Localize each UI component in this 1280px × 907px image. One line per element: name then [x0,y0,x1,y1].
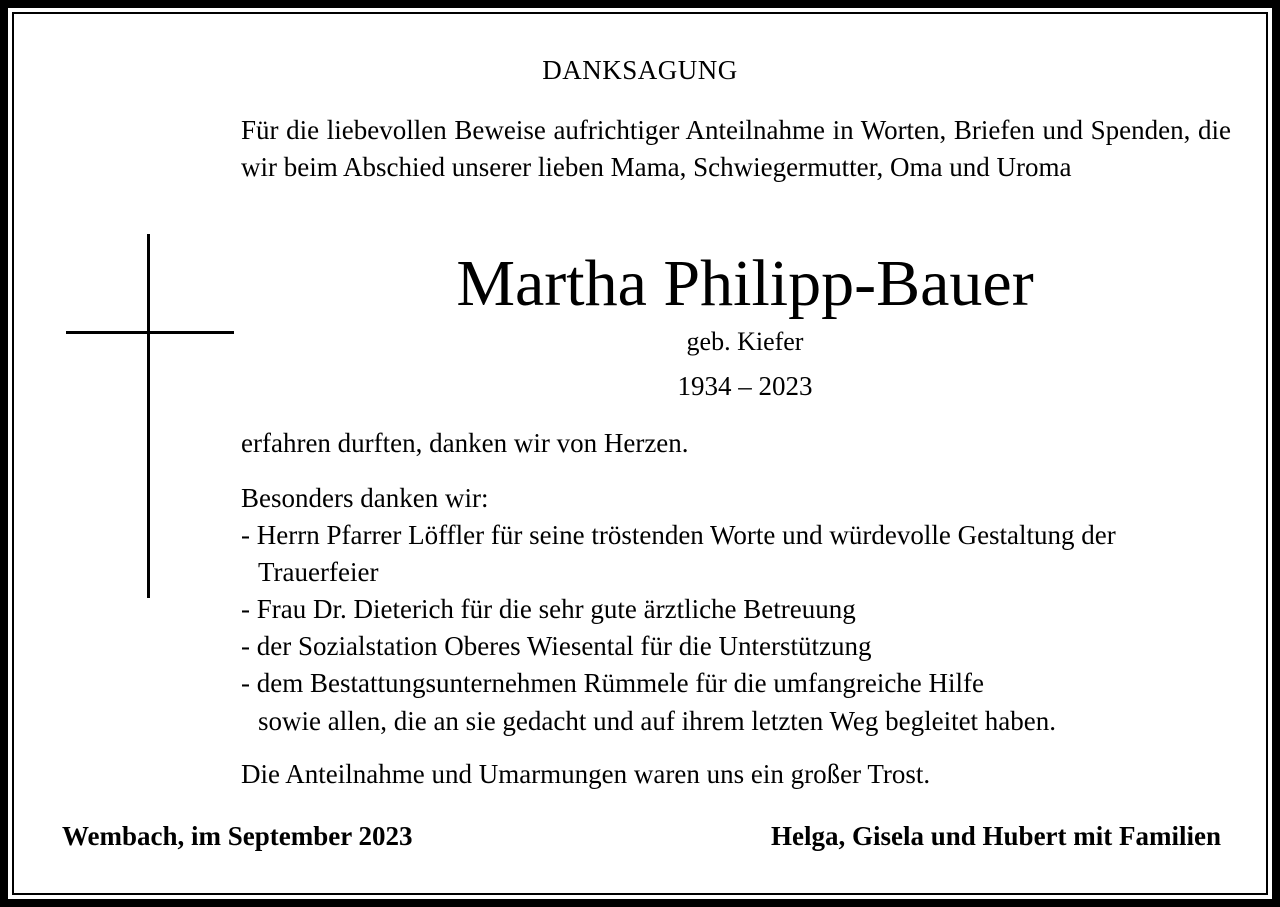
thanks-sentence: erfahren durften, danken wir von Herzen. [241,428,689,458]
deceased-name: Martha Philipp-Bauer [456,247,1034,320]
cross-vertical-bar [147,234,150,598]
life-years: 1934 – 2023 [677,371,813,401]
list-item: - dem Bestattungsunternehmen Rümmele für die umfangreiche Hilfe [241,668,985,698]
list-item: - der Sozialstation Oberes Wiesental für die Unterstützung [241,631,872,661]
final-sentence: Die Anteilnahme und Umarmungen waren uns ein großer Trost. [241,759,931,789]
notice-heading: DANKSAGUNG [542,55,738,85]
special-thanks-list [241,517,1231,702]
list-item: - Frau Dr. Dieterich für die sehr gute ärztliche Betreuung [241,594,856,624]
thanks-closing: sowie allen, die an sie gedacht und auf ihrem letzten Weg begleitet haben. [258,706,1057,736]
intro-paragraph: Für die liebevollen Beweise aufrichtiger Anteilnahme in Worten, Briefen und Spenden, die wir beim Abschied unserer lieben Mama, Schwiegermutter, Oma und Uroma [241,115,1231,182]
list-item: - Herrn Pfarrer Löffler für seine tröstenden Worte und würdevolle Gestaltung der Trauerfeier [241,520,1116,587]
cross-horizontal-bar [66,331,234,334]
special-thanks-heading: Besonders danken wir: [241,483,489,513]
birth-name: geb. Kiefer [686,327,804,356]
signatories: Helga, Gisela und Hubert mit Familien [771,821,1221,851]
place-and-date: Wembach, im September 2023 [62,821,413,851]
